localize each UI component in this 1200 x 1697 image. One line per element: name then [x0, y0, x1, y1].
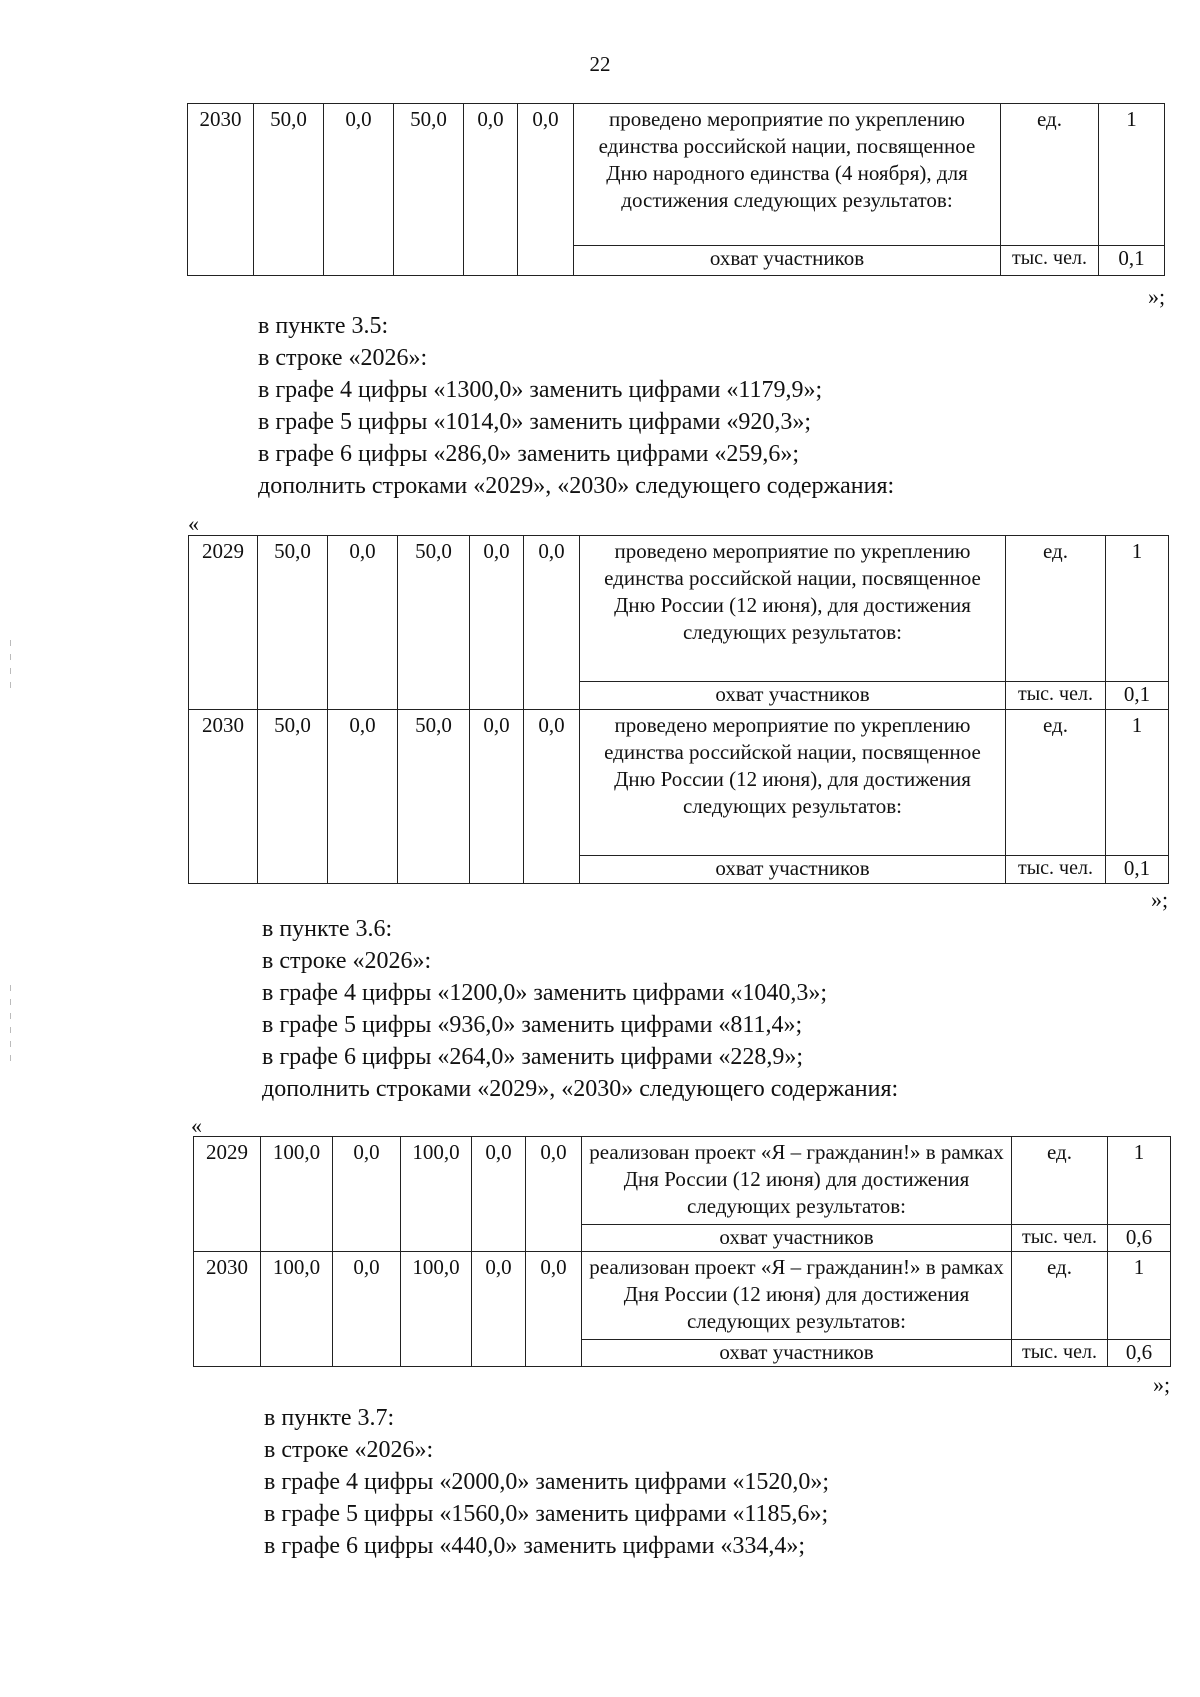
text-line: в графе 4 цифры «1300,0» заменить цифрами «1179,9»; — [258, 377, 823, 403]
text-line: в графе 6 цифры «286,0» заменить цифрами «259,6»; — [258, 441, 800, 467]
scan-margin-marks — [10, 985, 12, 1069]
col-4-cell: 100,0 — [401, 1252, 472, 1367]
result-value-cell: 0,1 — [1099, 246, 1165, 276]
text-line: в графе 5 цифры «1560,0» заменить цифрами «1185,6»; — [264, 1501, 829, 1527]
result-cell: охват участников — [582, 1225, 1012, 1252]
text-line: дополнить строками «2029», «2030» следующего содержания: — [258, 473, 895, 499]
description-cell: реализован проект «Я – гражданин!» в рамках Дня России (12 июня) для достижения следующих результатов: — [582, 1252, 1012, 1340]
result-unit-cell: тыс. чел. — [1001, 246, 1099, 276]
text-line: в строке «2026»: — [264, 1437, 434, 1463]
text-line: в пункте 3.5: — [258, 313, 389, 339]
description-cell: проведено мероприятие по укреплению единства российской нации, посвященное Дню России (12 июня), для достижения следующих результатов: — [580, 536, 1006, 682]
col-3-cell: 0,0 — [328, 536, 398, 710]
opening-quote: « — [188, 511, 199, 536]
col-6-cell: 0,0 — [526, 1252, 582, 1367]
result-cell: охват участников — [580, 856, 1006, 884]
text-line: в графе 6 цифры «264,0» заменить цифрами «228,9»; — [262, 1044, 804, 1070]
col-6-cell: 0,0 — [524, 710, 580, 884]
table-row — [194, 1137, 1171, 1225]
table-row — [188, 104, 1165, 246]
amendment-text-3-7 — [264, 1402, 829, 1562]
description-cell: проведено мероприятие по укреплению единства российской нации, посвященное Дню России (12 июня), для достижения следующих результатов: — [580, 710, 1006, 856]
unit-cell: ед. — [1006, 536, 1106, 682]
year-cell: 2029 — [194, 1137, 261, 1252]
col-2-cell: 50,0 — [258, 536, 328, 710]
result-cell: охват участников — [574, 246, 1001, 276]
unit-cell: ед. — [1012, 1252, 1108, 1340]
col-2-cell: 50,0 — [254, 104, 324, 276]
col-4-cell: 50,0 — [398, 536, 470, 710]
col-6-cell: 0,0 — [524, 536, 580, 710]
col-5-cell: 0,0 — [470, 536, 524, 710]
text-line: в пункте 3.7: — [264, 1405, 395, 1431]
year-cell: 2030 — [188, 104, 254, 276]
col-5-cell: 0,0 — [470, 710, 524, 884]
col-5-cell: 0,0 — [472, 1252, 526, 1367]
value-cell: 1 — [1106, 536, 1169, 682]
value-cell: 1 — [1106, 710, 1169, 856]
text-line: в графе 6 цифры «440,0» заменить цифрами «334,4»; — [264, 1533, 806, 1559]
description-cell: реализован проект «Я – гражданин!» в рамках Дня России (12 июня) для достижения следующих результатов: — [582, 1137, 1012, 1225]
closing-quote: »; — [1153, 1372, 1171, 1397]
table-1 — [187, 103, 1165, 276]
col-2-cell: 100,0 — [261, 1137, 333, 1252]
result-value-cell: 0,6 — [1108, 1340, 1171, 1367]
table-row — [189, 710, 1169, 856]
unit-cell: ед. — [1006, 710, 1106, 856]
result-unit-cell: тыс. чел. — [1006, 682, 1106, 710]
result-unit-cell: тыс. чел. — [1012, 1225, 1108, 1252]
text-line: в графе 4 цифры «1200,0» заменить цифрами «1040,3»; — [262, 980, 828, 1006]
text-line: в строке «2026»: — [258, 345, 428, 371]
result-unit-cell: тыс. чел. — [1012, 1340, 1108, 1367]
text-line: в пункте 3.6: — [262, 916, 393, 942]
text-line: в строке «2026»: — [262, 948, 432, 974]
scan-margin-marks — [10, 640, 12, 696]
unit-cell: ед. — [1001, 104, 1099, 246]
col-5-cell: 0,0 — [464, 104, 518, 276]
page-number: 22 — [589, 52, 611, 76]
table-row — [189, 536, 1169, 682]
text-line: в графе 5 цифры «936,0» заменить цифрами «811,4»; — [262, 1012, 803, 1038]
closing-quote: »; — [1148, 284, 1166, 309]
table-row — [194, 1252, 1171, 1340]
col-4-cell: 50,0 — [394, 104, 464, 276]
year-cell: 2030 — [189, 710, 258, 884]
result-cell: охват участников — [582, 1340, 1012, 1367]
col-3-cell: 0,0 — [324, 104, 394, 276]
closing-quote: »; — [1151, 887, 1169, 912]
unit-cell: ед. — [1012, 1137, 1108, 1225]
result-value-cell: 0,6 — [1108, 1225, 1171, 1252]
col-6-cell: 0,0 — [526, 1137, 582, 1252]
col-4-cell: 100,0 — [401, 1137, 472, 1252]
value-cell: 1 — [1108, 1252, 1171, 1340]
year-cell: 2029 — [189, 536, 258, 710]
table-2 — [188, 535, 1169, 884]
amendment-text-3-6 — [262, 913, 898, 1105]
col-2-cell: 50,0 — [258, 710, 328, 884]
value-cell: 1 — [1108, 1137, 1171, 1225]
col-3-cell: 0,0 — [333, 1252, 401, 1367]
opening-quote: « — [191, 1113, 202, 1138]
value-cell: 1 — [1099, 104, 1165, 246]
result-value-cell: 0,1 — [1106, 682, 1169, 710]
result-cell: охват участников — [580, 682, 1006, 710]
col-3-cell: 0,0 — [328, 710, 398, 884]
result-value-cell: 0,1 — [1106, 856, 1169, 884]
col-2-cell: 100,0 — [261, 1252, 333, 1367]
col-5-cell: 0,0 — [472, 1137, 526, 1252]
col-3-cell: 0,0 — [333, 1137, 401, 1252]
text-line: в графе 5 цифры «1014,0» заменить цифрами «920,3»; — [258, 409, 812, 435]
col-6-cell: 0,0 — [518, 104, 574, 276]
description-cell: проведено мероприятие по укреплению единства российской нации, посвященное Дню народного единства (4 ноября), для достижения следующих результатов: — [574, 104, 1001, 246]
year-cell: 2030 — [194, 1252, 261, 1367]
amendment-text-3-5 — [258, 310, 894, 502]
text-line: в графе 4 цифры «2000,0» заменить цифрами «1520,0»; — [264, 1469, 830, 1495]
result-unit-cell: тыс. чел. — [1006, 856, 1106, 884]
text-line: дополнить строками «2029», «2030» следующего содержания: — [262, 1076, 899, 1102]
col-4-cell: 50,0 — [398, 710, 470, 884]
table-3 — [193, 1136, 1171, 1367]
